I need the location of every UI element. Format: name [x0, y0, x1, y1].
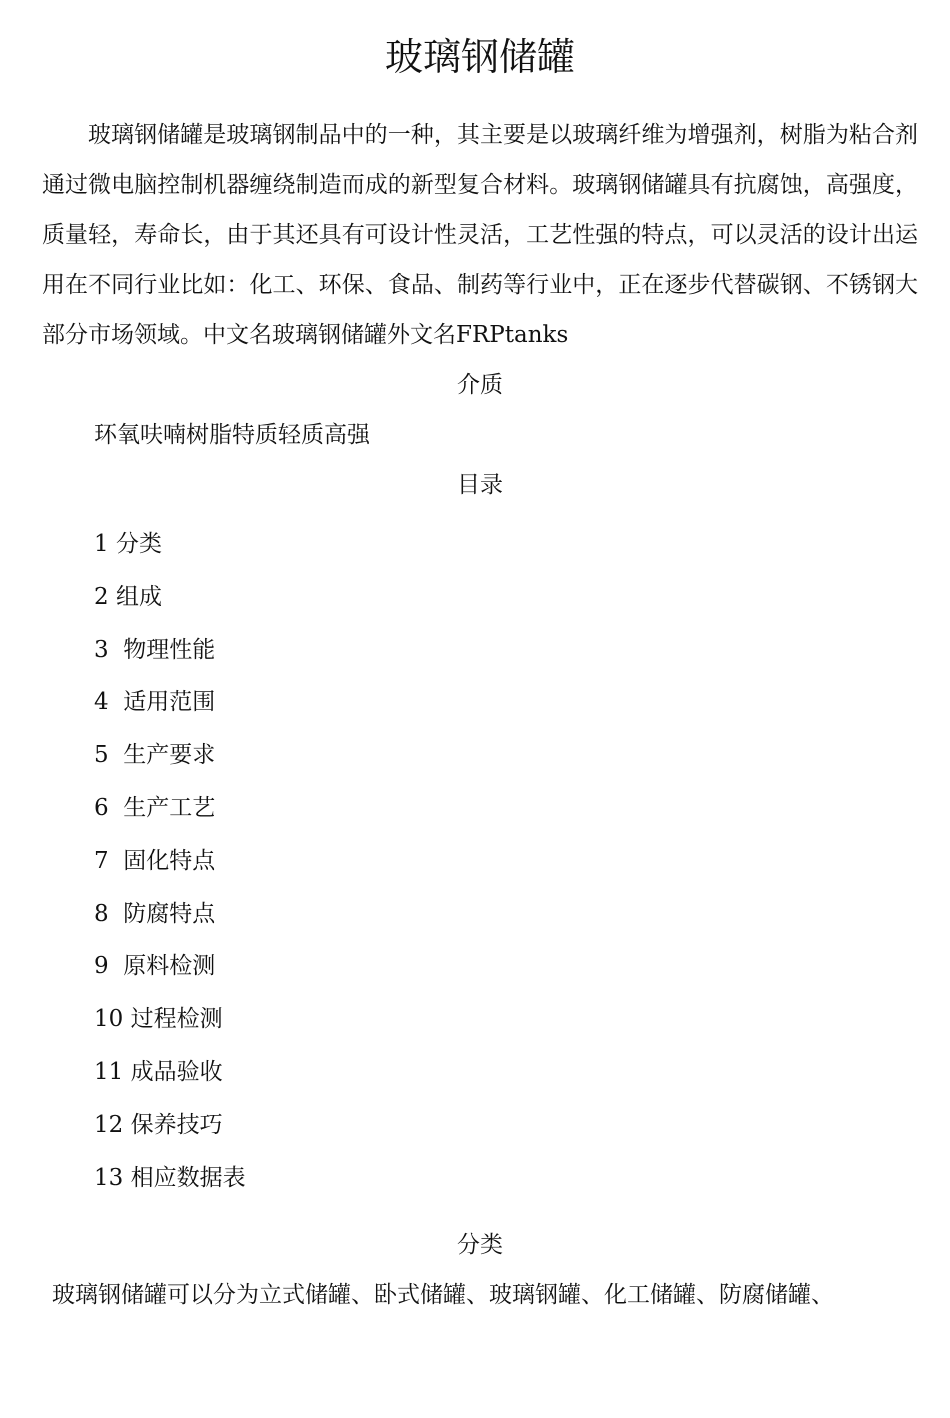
section-text: 玻璃钢储罐可以分为立式储罐、卧式储罐、玻璃钢罐、化工储罐、防腐储罐、	[52, 1282, 834, 1309]
toc-item-3[interactable]: 3 物理性能	[94, 636, 216, 663]
medium-heading: 介质	[457, 372, 503, 398]
toc-heading: 目录	[457, 472, 503, 498]
table-of-contents	[42, 518, 918, 1204]
intro-paragraph: 玻璃钢储罐是玻璃钢制品中的一种，其主要是以玻璃纤维为增强剂，树脂为粘合剂通过微电脑控制机器缠绕制造而成的新型复合材料。玻璃钢储罐具有抗腐蚀，高强度，质量轻，寿命长，由于其还具有可设计性灵活，工艺性强的特点，可以灵活的设计出运用在不同行业比如：化工、环保、食品、制药等行业中，正在逐步代替碳钢、不锈钢大部分市场领域。中文名玻璃钢储罐外文名FRPtanks	[42, 122, 918, 348]
document-page	[0, 32, 950, 1418]
toc-item-12[interactable]: 12 保养技巧	[94, 1111, 223, 1138]
toc-item-9[interactable]: 9 原料检测	[94, 953, 216, 980]
document-title: 玻璃钢储罐	[384, 35, 575, 79]
toc-item-4[interactable]: 4 适用范围	[94, 689, 216, 716]
toc-item-10[interactable]: 10 过程检测	[94, 1006, 223, 1033]
toc-item-8[interactable]: 8 防腐特点	[94, 900, 216, 927]
toc-item-2[interactable]: 2 组成	[94, 583, 162, 610]
toc-item-11[interactable]: 11 成品验收	[94, 1058, 223, 1085]
toc-item-7[interactable]: 7 固化特点	[94, 847, 216, 874]
toc-item-5[interactable]: 5 生产要求	[94, 742, 216, 769]
medium-text: 环氧呋喃树脂特质轻质高强	[94, 422, 370, 448]
section-heading: 分类	[457, 1232, 503, 1259]
toc-item-13[interactable]: 13 相应数据表	[94, 1164, 246, 1191]
toc-item-1[interactable]: 1 分类	[94, 531, 162, 557]
toc-item-6[interactable]: 6 生产工艺	[94, 794, 216, 821]
